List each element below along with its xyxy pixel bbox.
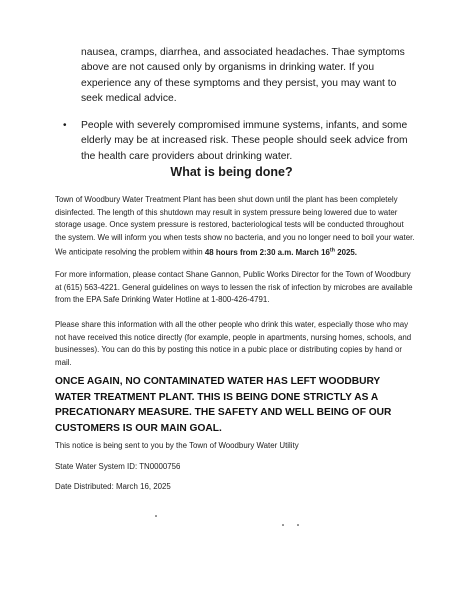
paragraph-contact: For more information, please contact Shane Gannon, Public Works Director for the Town of Woodbury at (615) 563-4221. General guidelines on ways to lessen the risk of infection by microbes are available from the EPA Safe Drinking Water Hotline at 1-800-426-4791.: [55, 270, 413, 305]
paragraph-share: Please share this information with all the other people who drink this water, especially those who may not have received this notice directly (for example, people in apartments, nursing homes, schools, and businesses). You can do this by posting this notice in a pubic place or distributing copies by hand or mail.: [55, 320, 412, 367]
scan-speck: [155, 515, 157, 517]
system-id: State Water System ID: TN0000756: [55, 462, 181, 471]
resolution-deadline: [205, 248, 357, 257]
bullet-icon: •: [63, 120, 67, 131]
continued-paragraph: nausea, cramps, diarrhea, and associated headaches. Thae symptoms above are not caused only by organisms in drinking water. If you experience any of these symptoms and they persist, you may want to seek medical advice.: [81, 47, 405, 105]
deadline-text: 48 hours from 2:30 a.m. March 16: [204, 248, 330, 257]
paragraph-what-is-done: [55, 194, 415, 260]
scan-speck: [297, 524, 299, 526]
warning-statement: ONCE AGAIN, NO CONTAMINATED WATER HAS LEFT WOODBURY WATER TREATMENT PLANT. THIS IS BEING DONE STRICTLY AS A PRECATIONARY MEASURE. THE SAFETY AND WELL BEING OF OUR CUSTOMERS IS OUR MAIN GOAL.: [55, 376, 392, 434]
scan-speck: [282, 524, 284, 526]
notice-sender: This notice is being sent to you by the Town of Woodbury Water Utility: [55, 441, 299, 450]
deadline-year: 2025.: [335, 248, 357, 257]
paragraph-body: Town of Woodbury Water Treatment Plant has been shut down until the plant has been completely disinfected. The length of this shutdown may result in system pressure being lowered due to water storage usage. Once system pressure is restored, bacteriological tests will be conducted throughout the system. We will inform you when tests show no bacteria, and you no longer need to boil your water. We anticipate resolving the problem within: [55, 195, 415, 257]
bullet-text: People with severely compromised immune systems, infants, and some elderly may be at increased risk. These people should seek advice from the health care providers about drinking water.: [81, 120, 408, 162]
date-distributed: Date Distributed: March 16, 2025: [55, 482, 171, 491]
section-heading: What is being done?: [170, 165, 293, 179]
deadline-ordinal: th: [329, 247, 336, 254]
